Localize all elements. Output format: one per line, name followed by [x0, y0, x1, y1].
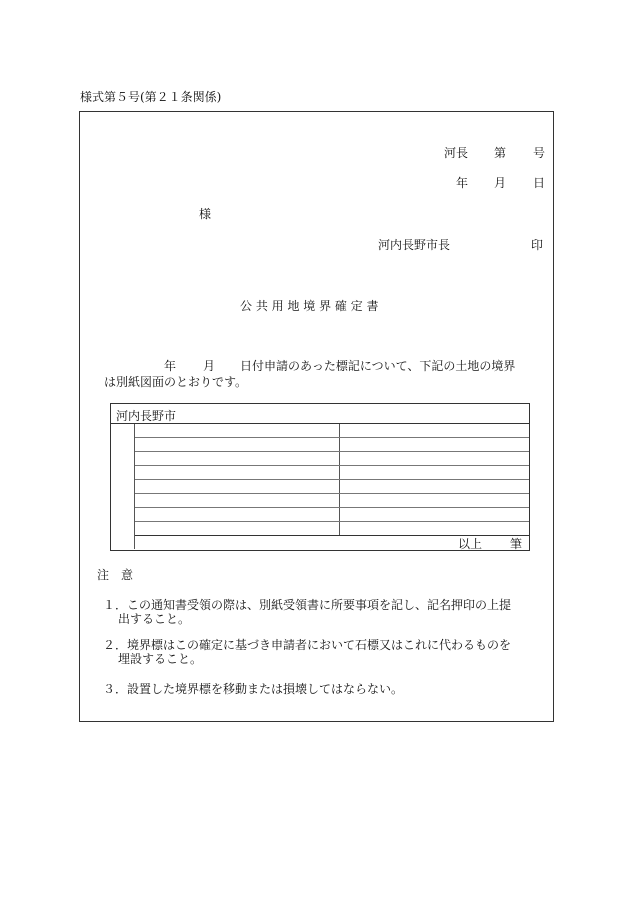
body-line1: 日付申請のあった標記について、下記の土地の境界 — [240, 359, 516, 373]
number-dai: 第 — [494, 146, 507, 160]
body-month: 月 — [203, 359, 216, 373]
body-year: 年 — [164, 359, 177, 373]
number-go: 号 — [533, 146, 546, 160]
number-prefix: 河長 — [444, 146, 469, 160]
note-item-2-line1: ２．境界標はこの確定に基づき申請者において石標又はこれに代わるものを — [103, 638, 512, 652]
addressee-suffix: 様 — [199, 207, 212, 221]
table-row-rule — [135, 521, 529, 522]
date-year: 年 — [456, 176, 469, 190]
note-item-2-line2: 埋設すること。 — [118, 652, 203, 666]
note-item-3-line1: ３．設置した境界標を移動または損壊してはならない。 — [103, 682, 404, 696]
table-header-rule — [111, 423, 529, 424]
table-row-rule — [135, 465, 529, 466]
notes-heading: 注 意 — [97, 568, 134, 582]
table-row-rule — [135, 507, 529, 508]
table-row-rule — [135, 451, 529, 452]
table-left-column-rule — [134, 424, 135, 549]
form-label: 様式第５号(第２１条関係) — [80, 90, 222, 104]
table-row-rule — [135, 437, 529, 438]
document-title: 公 共 用 地 境 界 確 定 書 — [240, 299, 379, 313]
seal-mark: 印 — [531, 238, 544, 252]
note-item-1-line1: １．この通知書受領の際は、別紙受領書に所要事項を記し、記名押印の上提 — [103, 598, 512, 612]
body-line2: は別紙図面のとおりです。 — [104, 375, 248, 389]
land-table — [110, 403, 530, 551]
issuer-name: 河内長野市長 — [378, 238, 451, 252]
table-row-rule — [135, 479, 529, 480]
table-row-rule — [135, 493, 529, 494]
table-footer-unit: 筆 — [510, 537, 523, 551]
date-month: 月 — [494, 176, 507, 190]
table-footer-total: 以上 — [458, 537, 483, 551]
note-item-1-line2: 出すること。 — [118, 612, 191, 626]
date-day: 日 — [533, 176, 546, 190]
table-header: 河内長野市 — [116, 409, 177, 423]
